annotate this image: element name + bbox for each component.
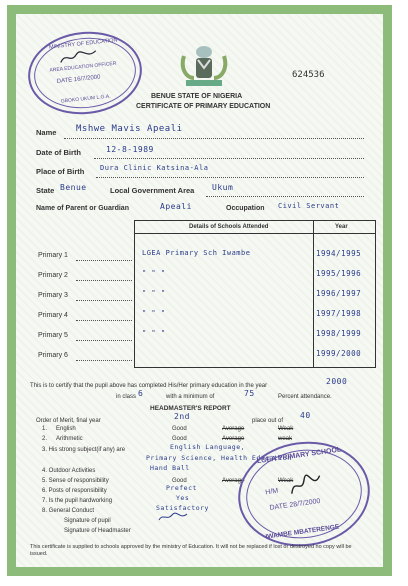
certificate-title: CERTIFICATE OF PRIMARY EDUCATION	[136, 103, 271, 110]
responsibility-average: Average	[222, 478, 245, 484]
school-row-label: Primary 1	[38, 252, 68, 259]
name-label: Name	[36, 128, 57, 137]
strong-subject-label: 3. His strong subject(if any) are	[42, 447, 126, 453]
serial-number: 624536	[292, 70, 325, 80]
responsibility-weak: Weak	[278, 478, 294, 484]
pupil-signature	[158, 512, 188, 522]
ministry-stamp-bottom: GBOKO UKUM L.G.A.	[60, 93, 111, 105]
posts-value: Prefect	[166, 484, 197, 492]
certify-year: 2000	[326, 377, 348, 386]
dob-label: Date of Birth	[36, 148, 81, 157]
coat-of-arms-icon	[176, 42, 232, 94]
school-row-name: " " "	[142, 329, 166, 337]
state-heading: BENUE STATE OF NIGERIA	[151, 93, 243, 100]
strong-subject-value2: Primary Science, Health Education	[146, 454, 292, 462]
outdoor-label: 4. Outdoor Activities	[42, 468, 96, 474]
headmaster-signature-label: Signature of Headmaster	[64, 528, 131, 534]
pob-value: Dura Clinic Katsina-Ala	[100, 164, 209, 172]
school-stamp-line2: DATE 28/7/2000	[269, 497, 321, 512]
report-item-good: Good	[172, 426, 187, 432]
conduct-value: Satisfactory	[156, 504, 209, 512]
school-row-year: 1998/1999	[316, 329, 362, 338]
school-stamp	[231, 433, 376, 554]
school-row-name: " " "	[142, 309, 166, 317]
name-value: Mshwe Mavis Apeali	[76, 124, 183, 134]
pupil-signature-label: Signature of pupil	[64, 518, 111, 524]
headmaster-signature	[287, 471, 324, 498]
ministry-stamp	[24, 26, 146, 119]
ministry-stamp-ring: MINISTRY OF EDUCATION	[48, 37, 118, 51]
school-row-year: 1999/2000	[316, 349, 362, 358]
report-item-label: English	[56, 426, 76, 432]
school-row-name: LGEA Primary Sch Iwambe	[142, 249, 251, 257]
order-value: 2nd	[174, 412, 190, 421]
footer-note: This certificate is supplied to schools approved by the ministry of Education. It will not be replaced if lost or destroyed no copy will be issued.	[30, 544, 352, 557]
school-row-year: 1996/1997	[316, 289, 362, 298]
school-row-label: Primary 5	[38, 332, 68, 339]
school-row-label: Primary 4	[38, 312, 68, 319]
attendance-label: Percent attendance.	[278, 394, 332, 400]
ministry-stamp-line2: DATE 16/7/2000	[56, 74, 101, 85]
place-out-of-label: place out of	[252, 418, 284, 424]
schools-header-details: Details of Schools Attended	[189, 224, 269, 230]
report-item-number: 2.	[42, 436, 48, 442]
parent-label: Name of Parent or Guardian	[36, 205, 129, 212]
pob-label: Place of Birth	[36, 167, 85, 176]
class-value: 6	[138, 389, 144, 398]
in-class-label: in class	[116, 394, 137, 400]
posts-label: 6. Posts of responsibility	[42, 488, 107, 494]
report-item-weak: weak	[278, 436, 293, 442]
schools-header-year: Year	[335, 224, 348, 230]
state-label: State	[36, 186, 55, 195]
school-stamp-bottom: IWAMBE MBATERENGE	[265, 523, 340, 541]
dob-value: 12-8-1989	[106, 145, 154, 154]
responsibility-label: 5. Sense of responsibility	[42, 478, 109, 484]
report-item-average: Average	[222, 436, 245, 442]
report-item-weak: Weak	[278, 426, 294, 432]
school-row-label: Primary 2	[38, 272, 68, 279]
report-item-good: Good	[172, 436, 187, 442]
certify-line: This is to certify that the pupil above has completed His/Her primary education in the year	[30, 383, 268, 389]
report-item-number: 1.	[42, 426, 48, 432]
school-stamp-ring: LGEA PRIMARY SCHOOL	[256, 446, 342, 466]
school-row-label: Primary 3	[38, 292, 68, 299]
hardworking-label: 7. Is the pupil hardworking	[42, 498, 113, 504]
outdoor-value: Hand Ball	[150, 464, 190, 472]
report-title: HEADMASTER'S REPORT	[150, 405, 231, 412]
out-of-value: 40	[300, 411, 311, 420]
school-row-year: 1995/1996	[316, 269, 362, 278]
strong-subject-value1: English Language,	[170, 443, 246, 451]
report-item-average: Average	[222, 426, 245, 432]
conduct-label: 8. General Conduct	[42, 508, 95, 514]
minimum-value: 75	[244, 389, 255, 398]
lga-value: Ukum	[212, 183, 234, 192]
school-row-label: Primary 6	[38, 352, 68, 359]
school-row-name: " " "	[142, 269, 166, 277]
school-stamp-line1: H/M	[264, 487, 279, 497]
parent-value: Apeali	[160, 202, 192, 211]
occupation-value: Civil Servant	[278, 202, 340, 210]
occupation-label: Occupation	[226, 205, 265, 212]
responsibility-good: Good	[172, 478, 187, 484]
state-value: Benue	[60, 183, 87, 192]
report-item-label: Arithmetic	[56, 436, 83, 442]
ministry-stamp-line1: AREA EDUCATION OFFICER	[49, 60, 117, 74]
order-label: Order of Merit, final year	[36, 418, 101, 424]
hardworking-value: Yes	[176, 494, 190, 502]
school-row-name: " " "	[142, 289, 166, 297]
lga-label: Local Government Area	[110, 186, 195, 195]
school-row-year: 1994/1995	[316, 249, 362, 258]
certificate-body	[16, 14, 383, 567]
minimum-label: with a minimum of	[166, 394, 215, 400]
school-row-year: 1997/1998	[316, 309, 362, 318]
